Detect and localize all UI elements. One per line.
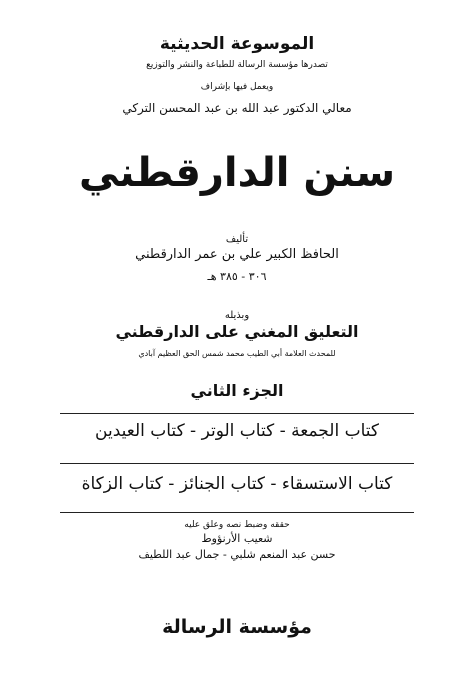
supervisor-name: معالي الدكتور عبد الله بن عبد المحسن التركي bbox=[122, 101, 352, 115]
divider-bottom bbox=[60, 512, 414, 513]
divider-middle bbox=[60, 463, 414, 464]
supervision-line: ويعمل فيها بإشراف bbox=[200, 82, 274, 92]
divider-top bbox=[60, 413, 414, 414]
book-title: سنن الدارقطني bbox=[78, 150, 396, 196]
verification-note: حققه وضبط نصه وعلق عليه bbox=[184, 520, 290, 530]
publisher-name: مؤسسة الرسالة bbox=[162, 616, 312, 638]
annotation-title: التعليق المغني على الدارقطني bbox=[115, 322, 359, 341]
chapters-line-2: كتاب الاستسقاء - كتاب الجنائز - كتاب الزكاة bbox=[81, 474, 393, 494]
author-name: الحافظ الكبير علي بن عمر الدارقطني bbox=[135, 247, 339, 262]
editor-names-2: حسن عبد المنعم شلبي - جمال عبد اللطيف bbox=[138, 548, 336, 561]
chapters-line-1: كتاب الجمعة - كتاب الوتر - كتاب العيدين bbox=[95, 421, 379, 441]
volume-label: الجزء الثاني bbox=[190, 381, 284, 400]
series-publisher-line: تصدرها مؤسسة الرسالة للطباعة والنشر والتوزيع bbox=[146, 60, 328, 70]
annotation-prefix: وبذيله bbox=[224, 310, 250, 321]
annotation-author: للمحدث العلامة أبي الطيب محمد شمس الحق العظيم آبادي bbox=[138, 349, 336, 358]
editor-name-1: شعيب الأرنؤوط bbox=[201, 532, 273, 545]
author-dates: ٣٠٦ - ٣٨٥ هـ bbox=[207, 270, 267, 283]
series-title: الموسوعة الحديثية bbox=[159, 34, 315, 54]
author-prefix: تأليف bbox=[225, 234, 249, 245]
